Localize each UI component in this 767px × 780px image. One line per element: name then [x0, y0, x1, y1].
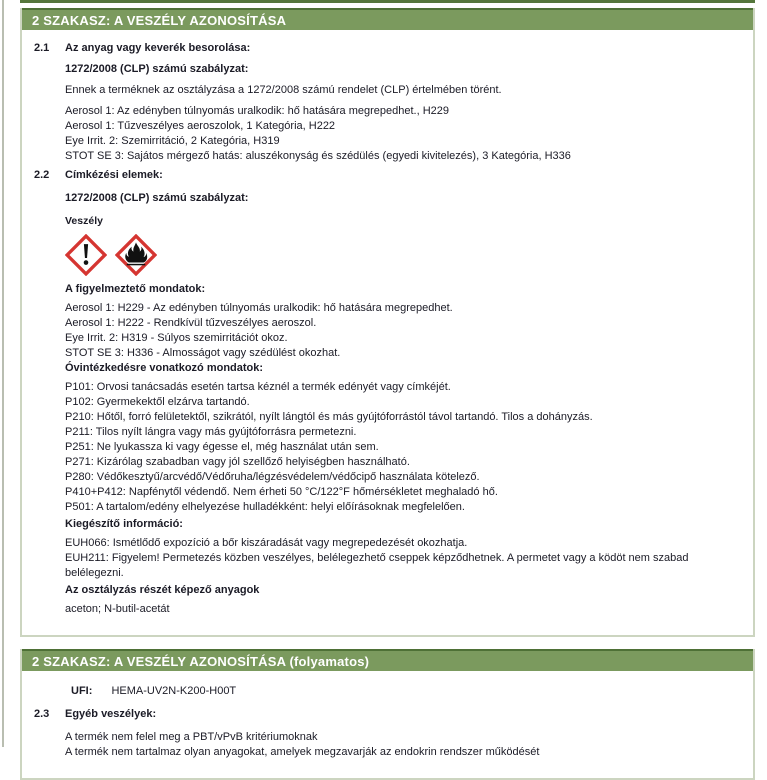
classification-list — [34, 104, 741, 164]
substances-value: aceton; N-butil-acetát — [65, 603, 170, 615]
section-2-continued-title: 2 SZAKASZ: A VESZÉLY AZONOSÍTÁSA (folyamatos) — [32, 653, 370, 669]
classification-item: STOT SE 3: Sajátos mérgező hatás: aluszékonyság és szédülés (egyedi kivitelezés), 3 Kategória, H336 — [65, 150, 571, 162]
subsection-2-2-heading: Címkézési elemek: — [65, 169, 163, 181]
section-2-continued-content — [22, 671, 753, 778]
section-2-continued-title-bar — [22, 649, 753, 671]
subsection-number: 2.3 — [34, 708, 50, 720]
page-left-edge — [2, 0, 4, 747]
subsection-2-1-heading-row — [34, 41, 741, 56]
subsection-2-3-heading: Egyéb veszélyek: — [65, 708, 157, 720]
ufi-row — [34, 684, 741, 699]
subsection-number: 2.2 — [34, 169, 50, 181]
supplemental-statement: EUH066: Ismétlődő expozíció a bőr kiszáradását vagy megrepedezését okozhatja. — [65, 537, 468, 549]
section-2-box — [20, 8, 755, 637]
precaution-heading-row — [34, 361, 741, 376]
hazard-statements-list — [34, 301, 741, 361]
subsection-2-2-heading-row — [34, 168, 741, 183]
subsection-number: 2.1 — [34, 42, 50, 54]
clp-regulation-heading-2: 1272/2008 (CLP) számú szabályzat: — [65, 192, 249, 204]
precaution-statements-list — [34, 380, 741, 515]
ghs-exclamation-icon — [65, 234, 107, 276]
substances-row — [34, 602, 741, 617]
previous-section-divider — [20, 0, 755, 3]
classification-intro: Ennek a terméknek az osztályzása a 1272/2008 számú rendelet (CLP) értelmében törént. — [65, 84, 502, 96]
hazard-statement: Eye Irrit. 2: H319 - Súlyos szemirritációt okoz. — [65, 332, 288, 344]
supplemental-heading: Kiegészítő információ: — [65, 518, 183, 530]
other-hazard-line: A termék nem tartalmaz olyan anyagokat, amelyek megzavarják az endokrin rendszer működését — [65, 746, 540, 758]
hazard-statement: Aerosol 1: H222 - Rendkívül tűzveszélyes aeroszol. — [65, 317, 317, 329]
precaution-statement: P101: Orvosi tanácsadás esetén tartsa kéznél a termék edényét vagy címkéjét. — [65, 381, 451, 393]
supplemental-statements-list — [34, 536, 741, 581]
precaution-statement: P280: Védőkesztyű/arcvédő/Védőruha/légzésvédelem/védőcipő használata kötelező. — [65, 471, 480, 483]
precaution-statement: P211: Tilos nyílt lángra vagy más gyújtóforrásra permetezni. — [65, 426, 357, 438]
precaution-statement: P210: Hőtől, forró felületektől, szikrától, nyílt lángtól és más gyújtóforrástól távol tartandó. Tilos a dohányzás. — [65, 411, 593, 423]
hazard-statement: Aerosol 1: H229 - Az edényben túlnyomás uralkodik: hő hatására megrepedhet. — [65, 302, 453, 314]
section-2-title: 2 SZAKASZ: A VESZÉLY AZONOSÍTÁSA — [32, 12, 287, 28]
precaution-heading: Óvintézkedésre vonatkozó mondatok: — [65, 362, 264, 374]
ufi-label: UFI: — [71, 685, 93, 697]
other-hazards-list — [34, 730, 741, 760]
ghs-pictograms — [65, 234, 741, 276]
classification-item: Eye Irrit. 2: Szemirritáció, 2 Kategória, H319 — [65, 135, 280, 147]
substances-heading: Az osztályzás részét képező anyagok — [65, 584, 260, 596]
signal-word: Veszély — [65, 215, 103, 227]
classification-intro-row — [34, 83, 741, 98]
subsection-2-1-heading: Az anyag vagy keverék besorolása: — [65, 42, 251, 54]
ghs-flame-icon — [115, 234, 157, 276]
section-2-content — [22, 30, 753, 635]
hazard-statement: STOT SE 3: H336 - Almosságot vagy szédülést okozhat. — [65, 347, 341, 359]
supplemental-heading-row — [34, 517, 741, 532]
precaution-statement: P251: Ne lyukassza ki vagy égesse el, még használat után sem. — [65, 441, 379, 453]
supplemental-statement: EUH211: Figyelem! Permetezés közben veszélyes, belélegezhető cseppek képződhetnek. A permetet vagy a ködöt nem szabad belélegezni. — [65, 552, 689, 579]
ufi-value: HEMA-UV2N-K200-H00T — [111, 685, 237, 697]
signal-word-row — [34, 214, 741, 229]
classification-item: Aerosol 1: Az edényben túlnyomás uralkodik: hő hatására megrepedhet., H229 — [65, 105, 450, 117]
substances-heading-row — [34, 583, 741, 598]
other-hazard-line: A termék nem felel meg a PBT/vPvB kritériumoknak — [65, 731, 318, 743]
classification-item: Aerosol 1: Tűzveszélyes aeroszolok, 1 Kategória, H222 — [65, 120, 336, 132]
section-2-title-bar — [22, 8, 753, 30]
precaution-statement: P271: Kizárólag szabadban vagy jól szellőző helyiségben használható. — [65, 456, 410, 468]
clp-regulation-heading-row-2 — [34, 191, 741, 206]
clp-regulation-heading: 1272/2008 (CLP) számú szabályzat: — [65, 63, 249, 75]
precaution-statement: P102: Gyermekektől elzárva tartandó. — [65, 396, 250, 408]
precaution-statement: P410+P412: Napfénytől védendő. Nem érheti 50 °C/122°F hőmérsékletet meghaladó hő. — [65, 486, 498, 498]
hazard-statements-heading-row — [34, 282, 741, 297]
section-2-continued-box — [20, 649, 755, 780]
subsection-2-3-heading-row — [34, 707, 741, 722]
precaution-statement: P501: A tartalom/edény elhelyezése hulladékként: helyi előírásoknak megfelelően. — [65, 501, 465, 513]
hazard-statements-heading: A figyelmeztető mondatok: — [65, 283, 206, 295]
clp-regulation-heading-row — [34, 62, 741, 77]
